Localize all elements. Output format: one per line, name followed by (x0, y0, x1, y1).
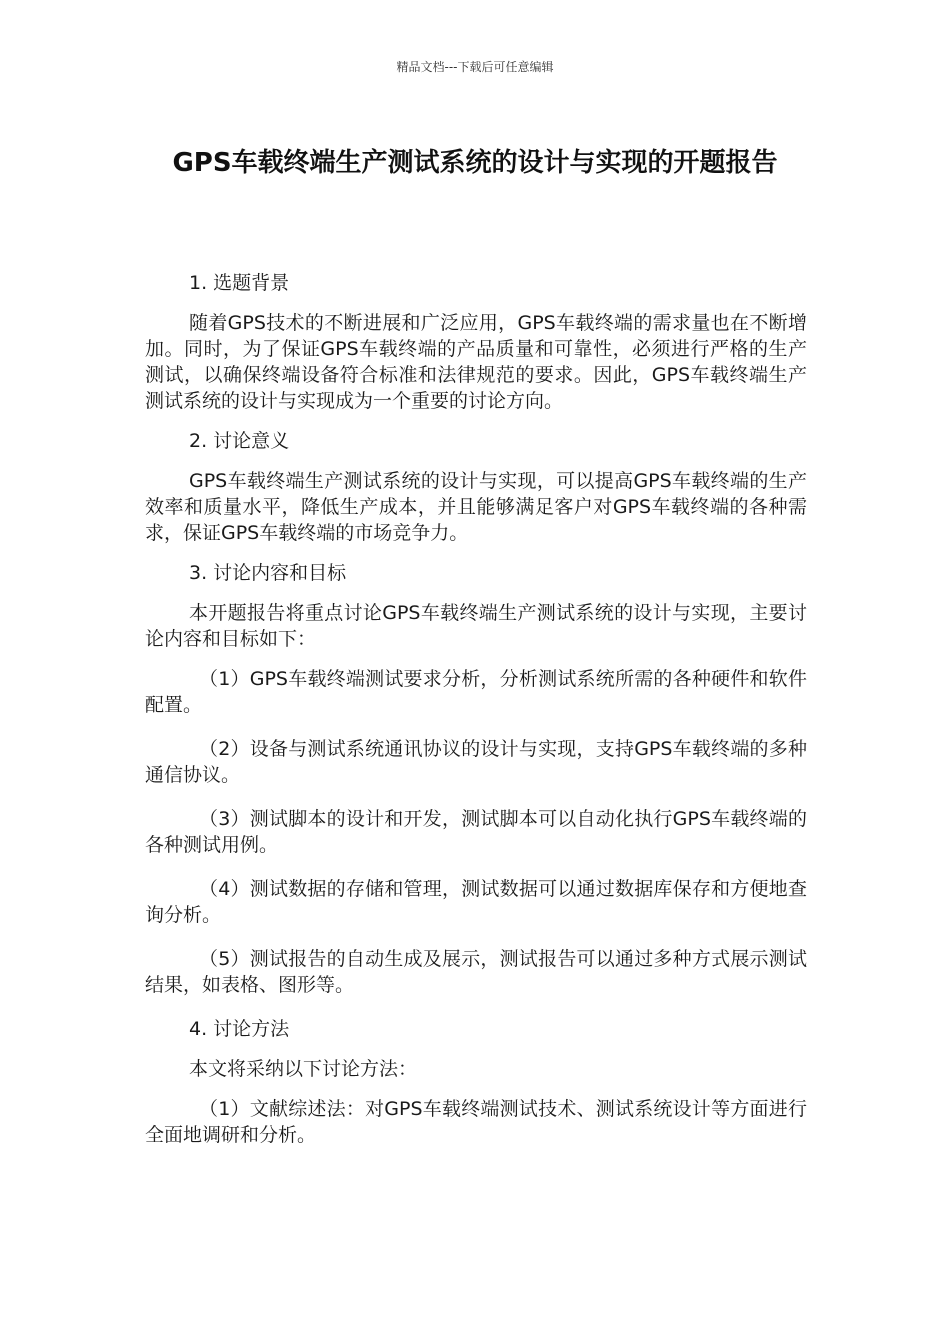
paragraph: GPS车载终端生产测试系统的设计与实现，可以提高GPS车载终端的生产效率和质量水平，降低生产成本，并且能够满足客户对GPS车载终端的各种需求，保证GPS车载终端的市场竞争力。 (145, 470, 807, 544)
list-item: （3）测试脚本的设计和开发，测试脚本可以自动化执行GPS车载终端的各种测试用例。 (145, 808, 807, 856)
list-item: （4）测试数据的存储和管理，测试数据可以通过数据库保存和方便地查询分析。 (145, 878, 807, 926)
list-item: （2）设备与测试系统通讯协议的设计与实现，支持GPS车载终端的多种通信协议。 (145, 738, 807, 786)
list-item: （5）测试报告的自动生成及展示，测试报告可以通过多种方式展示测试结果，如表格、图形等。 (145, 948, 807, 996)
document-body (145, 270, 807, 1166)
section-heading: 2. 讨论意义 (189, 430, 290, 452)
list-item: （1）文献综述法：对GPS车载终端测试技术、测试系统设计等方面进行全面地调研和分析。 (145, 1098, 807, 1146)
list-item: （1）GPS车载终端测试要求分析，分析测试系统所需的各种硬件和软件配置。 (145, 668, 807, 716)
document-title: GPS车载终端生产测试系统的设计与实现的开题报告 (172, 148, 778, 178)
section-heading: 4. 讨论方法 (189, 1018, 290, 1040)
section-heading: 3. 讨论内容和目标 (189, 562, 347, 584)
paragraph: 随着GPS技术的不断进展和广泛应用，GPS车载终端的需求量也在不断增加。同时，为了保证GPS车载终端的产品质量和可靠性，必须进行严格的生产测试，以确保终端设备符合标准和法律规范的要求。因此，GPS车载终端生产测试系统的设计与实现成为一个重要的讨论方向。 (145, 312, 807, 412)
paragraph: 本文将采纳以下讨论方法： (189, 1058, 418, 1080)
header-watermark: 精品文档---下载后可任意编辑 (396, 60, 554, 74)
section-heading: 1. 选题背景 (189, 272, 290, 294)
paragraph: 本开题报告将重点讨论GPS车载终端生产测试系统的设计与实现，主要讨论内容和目标如下： (145, 602, 807, 650)
